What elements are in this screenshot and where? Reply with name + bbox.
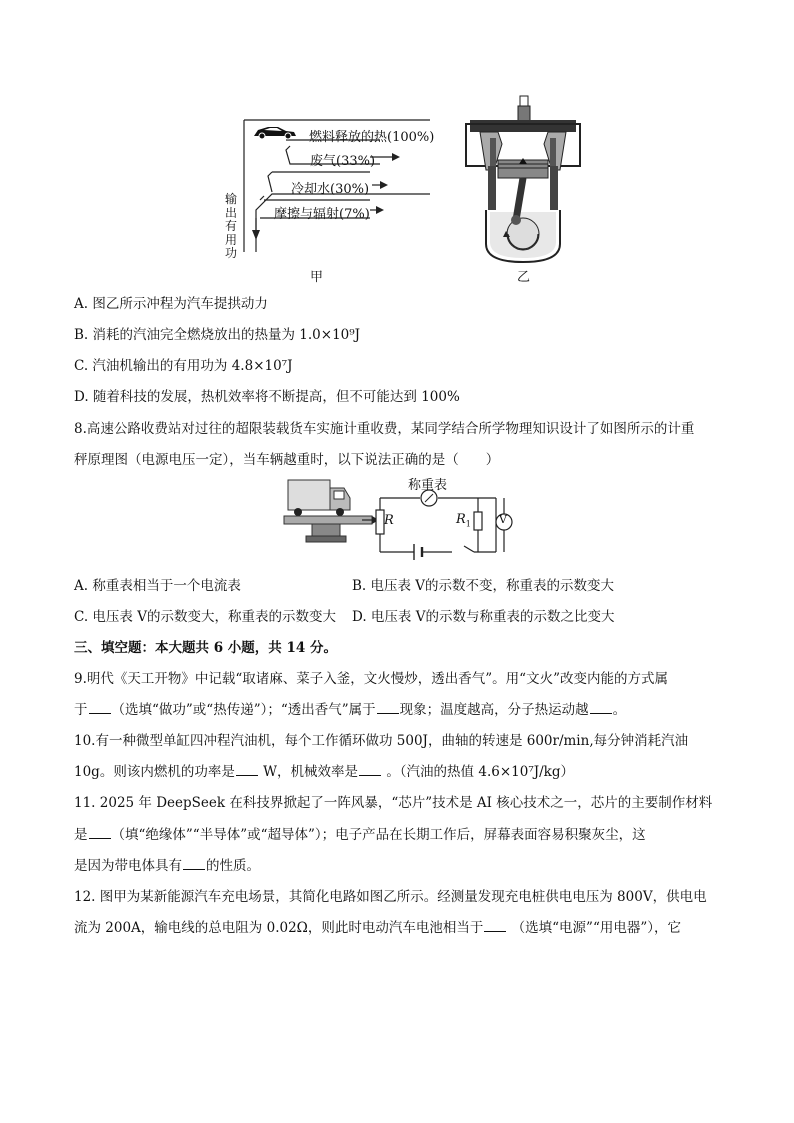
q9-stem-line1: 9.明代《天工开物》中记载“取诸麻、菜子入釜，文火慢炒，透出香气”。用“文火”改变内能的方式属	[74, 671, 668, 687]
q7-option-b: B. 消耗的汽油完全燃烧放出的热量为 1.0×10⁹J	[74, 327, 361, 343]
q11-stem-line1: 11. 2025 年 DeepSeek 在科技界掀起了一阵风暴，“芯片”技术是 AI 核心技术之一，芯片的主要制作材料	[74, 795, 713, 811]
q7-option-a: A. 图乙所示冲程为汽车提拱动力	[74, 296, 268, 312]
exhaust-label: 废气(33%)	[310, 154, 376, 169]
engine-cylinder-diagram	[458, 94, 588, 266]
q8-stem-line1: 8.高速公路收费站对过往的超限装载货车实施计重收费，某同学结合所学物理知识设计了如图所示的计重	[74, 421, 695, 437]
caption-yi: 乙	[517, 270, 531, 285]
q10-stem-line2: 10g。则该内燃机的功率是 W，机械效率是 。（汽油的热值 4.6×10⁷J/kg）	[74, 764, 575, 780]
fuel-heat-label: 燃料释放的热(100%)	[309, 130, 435, 145]
q8-stem-line2: 秤原理图（电源电压一定），当车辆越重时，以下说法正确的是（ ）	[74, 452, 500, 468]
meter-label: 称重表	[408, 478, 448, 493]
q10-blank-1[interactable]	[236, 763, 258, 776]
q8-option-a: A. 称重表相当于一个电流表	[74, 578, 241, 594]
q11-stem-line2: 是 （填“绝缘体”“半导体”或“超导体”）；电子产品在长期工作后，屏幕表面容易积聚灰尘，这	[74, 827, 646, 843]
resistor-r1-label: $R_1$	[456, 512, 471, 529]
q7-option-d: D. 随着科技的发展，热机效率将不断提高，但不可能达到 100%	[74, 389, 460, 405]
q12-stem-line2: 流为 200A，输电线的总电阻为 0.02Ω，则此时电动汽车电池相当于 （选填“电源”“用电器”），它	[74, 920, 682, 936]
q11-blank-2[interactable]	[183, 857, 205, 870]
coolant-label: 冷却水(30%)	[291, 182, 370, 197]
caption-jia: 甲	[310, 270, 324, 285]
q8-option-d: D. 电压表 V的示数与称重表的示数之比变大	[352, 609, 615, 625]
weighing-scale-circuit	[282, 472, 514, 564]
q9-stem-line2: 于 （选填“做功”或“热传递”）；“透出香气”属于 现象；温度越高，分子热运动越 。	[74, 702, 627, 718]
truck-icon	[288, 480, 350, 516]
car-icon	[254, 127, 296, 139]
q11-blank-1[interactable]	[89, 826, 111, 839]
friction-label: 摩擦与辐射(7%)	[274, 207, 370, 222]
section-3-heading: 三、填空题：本大题共 6 小题，共 14 分。	[74, 640, 337, 656]
q9-blank-3[interactable]	[590, 701, 612, 714]
voltmeter-label: V	[499, 513, 507, 526]
output-work-label: 输 出 有 用 功	[224, 192, 237, 260]
q9-blank-1[interactable]	[89, 701, 111, 714]
resistor-r-label: R	[384, 513, 394, 528]
q7-option-c: C. 汽油机输出的有用功为 4.8×10⁷J	[74, 358, 293, 374]
q8-option-b: B. 电压表 V的示数不变，称重表的示数变大	[352, 578, 615, 594]
q11-stem-line3: 是因为带电体具有 的性质。	[74, 858, 260, 874]
q10-stem-line1: 10.有一种微型单缸四冲程汽油机，每个工作循环做功 500J，曲轴的转速是 600r/min,每分钟消耗汽油	[74, 733, 689, 749]
q8-option-c: C. 电压表 V的示数变大，称重表的示数变大	[74, 609, 336, 625]
q12-stem-line1: 12. 图甲为某新能源汽车充电场景，其简化电路如图乙所示。经测量发现充电桩供电电压为 800V，供电电	[74, 889, 707, 905]
q9-blank-2[interactable]	[377, 701, 399, 714]
q10-blank-2[interactable]	[359, 763, 381, 776]
q12-blank-1[interactable]	[484, 919, 506, 932]
